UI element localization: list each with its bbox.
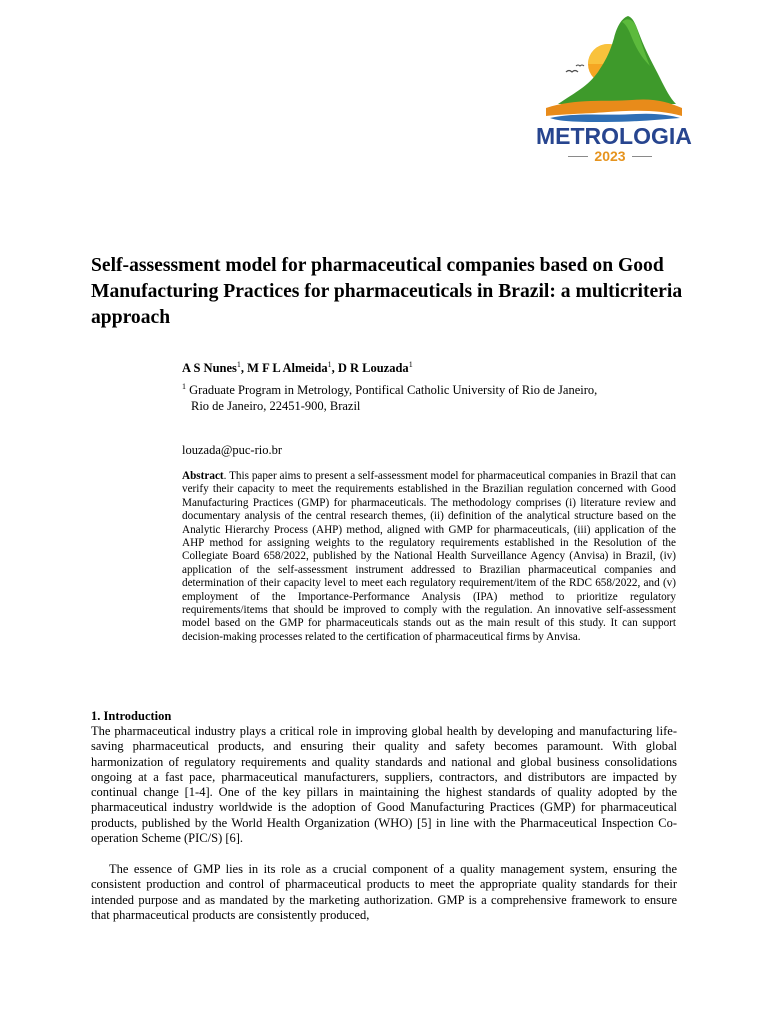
author-name: A S Nunes [182,361,237,375]
affiliation-line-1: Graduate Program in Metrology, Pontifical Catholic University of Rio de Janeiro, [189,383,598,397]
affiliation-line-2: Rio de Janeiro, 22451-900, Brazil [191,399,361,413]
affiliation-mark: 1 [182,382,186,391]
logo-year-row [536,149,684,163]
conference-logo [536,12,692,164]
introduction-paragraph-2: The essence of GMP lies in its role as a crucial component of a quality management system, ensuring the consistent production and control of pharmaceutical products to meet the appropriate quality standards for their intended purpose and as mandated by the marketing authorization. GMP is a comprehensive framework to ensure that pharmaceutical products are consistently produced, [91,862,677,922]
mountain-sun-logo-graphic [536,12,684,128]
divider [632,156,652,157]
author-name: M F L Almeida [247,361,328,375]
section-heading-introduction: 1. Introduction [91,709,172,723]
author-separator: , [240,361,248,375]
affiliation [182,379,662,414]
mountain-shape [558,16,676,104]
introduction-paragraph-1: The pharmaceutical industry plays a critical role in improving global health by developing and manufacturing life-saving pharmaceutical products, and ensuring their quality and safety becomes paramount. With global harmonization of regulatory requirements and quality standards and national and global business consolidations ongoing at a fast pace, pharmaceutical manufacturers, suppliers, contractors, and distributors are impacted by continual change [1-4]. One of the key pillars in maintaining the highest standards of quality adopted by the pharmaceutical industry worldwide is the adoption of Good Manufacturing Practices (GMP) for pharmaceutical products, published by the World Health Organization (WHO) [5] in line with the Pharmaceutical Inspection Co-operation Scheme (PIC/S) [6]. [91,724,677,846]
author-list [182,357,662,376]
paper-title: Self-assessment model for pharmaceutical companies based on Good Manufacturing Practices for pharmaceuticals in Brazil: a multicriteria approach [91,255,683,328]
divider [568,156,588,157]
author-separator: , [331,361,338,375]
logo-year: 2023 [594,148,626,164]
logo-wordmark: METROLOGIA [536,123,692,149]
author-affiliation-mark: 1 [408,360,413,369]
contact-email: louzada@puc-rio.br [182,443,283,457]
author-affiliation-mark: 1 [236,360,241,369]
bird-icon [576,65,584,66]
abstract-label: Abstract [182,470,224,482]
bird-icon [566,71,578,73]
author-affiliation-mark: 1 [327,360,332,369]
water-band-blue [550,114,680,122]
abstract [182,470,676,644]
author-name: D R Louzada [337,361,409,375]
abstract-text: . This paper aims to present a self-assessment model for pharmaceutical companies in Brazil that can verify their capacity to meet the requirements established in the Brazilian regulation concerned with Good Manufacturing Practices (GMP) for pharmaceuticals. The methodology comprises (i) literature review and documentary analysis of the central research themes, (ii) definition of the analytical structure based on the Analytic Hierarchy Process (AHP) method, aligned with GMP for pharmaceuticals, (iii) application of the AHP method for assigning weights to the regulatory requirements established in the Resolution of the Collegiate Board 658/2022, published by the National Health Surveillance Agency (Anvisa) in Brazil, (iv) application of the self-assessment instrument addressed to Brazilian pharmaceutical companies and determination of their capacity level to meet each regulatory requirement/item of the RDC 658/2022, and (v) employment of the Importance-Performance Analysis (IPA) method to prioritize regulatory requirements/items that should be improved to comply with the regulation. An innovative self-assessment model based on the GMP for pharmaceuticals stands out as the main result of this study. It can support decision-making processes related to the certification of pharmaceutical firms by Anvisa. [182,470,676,643]
